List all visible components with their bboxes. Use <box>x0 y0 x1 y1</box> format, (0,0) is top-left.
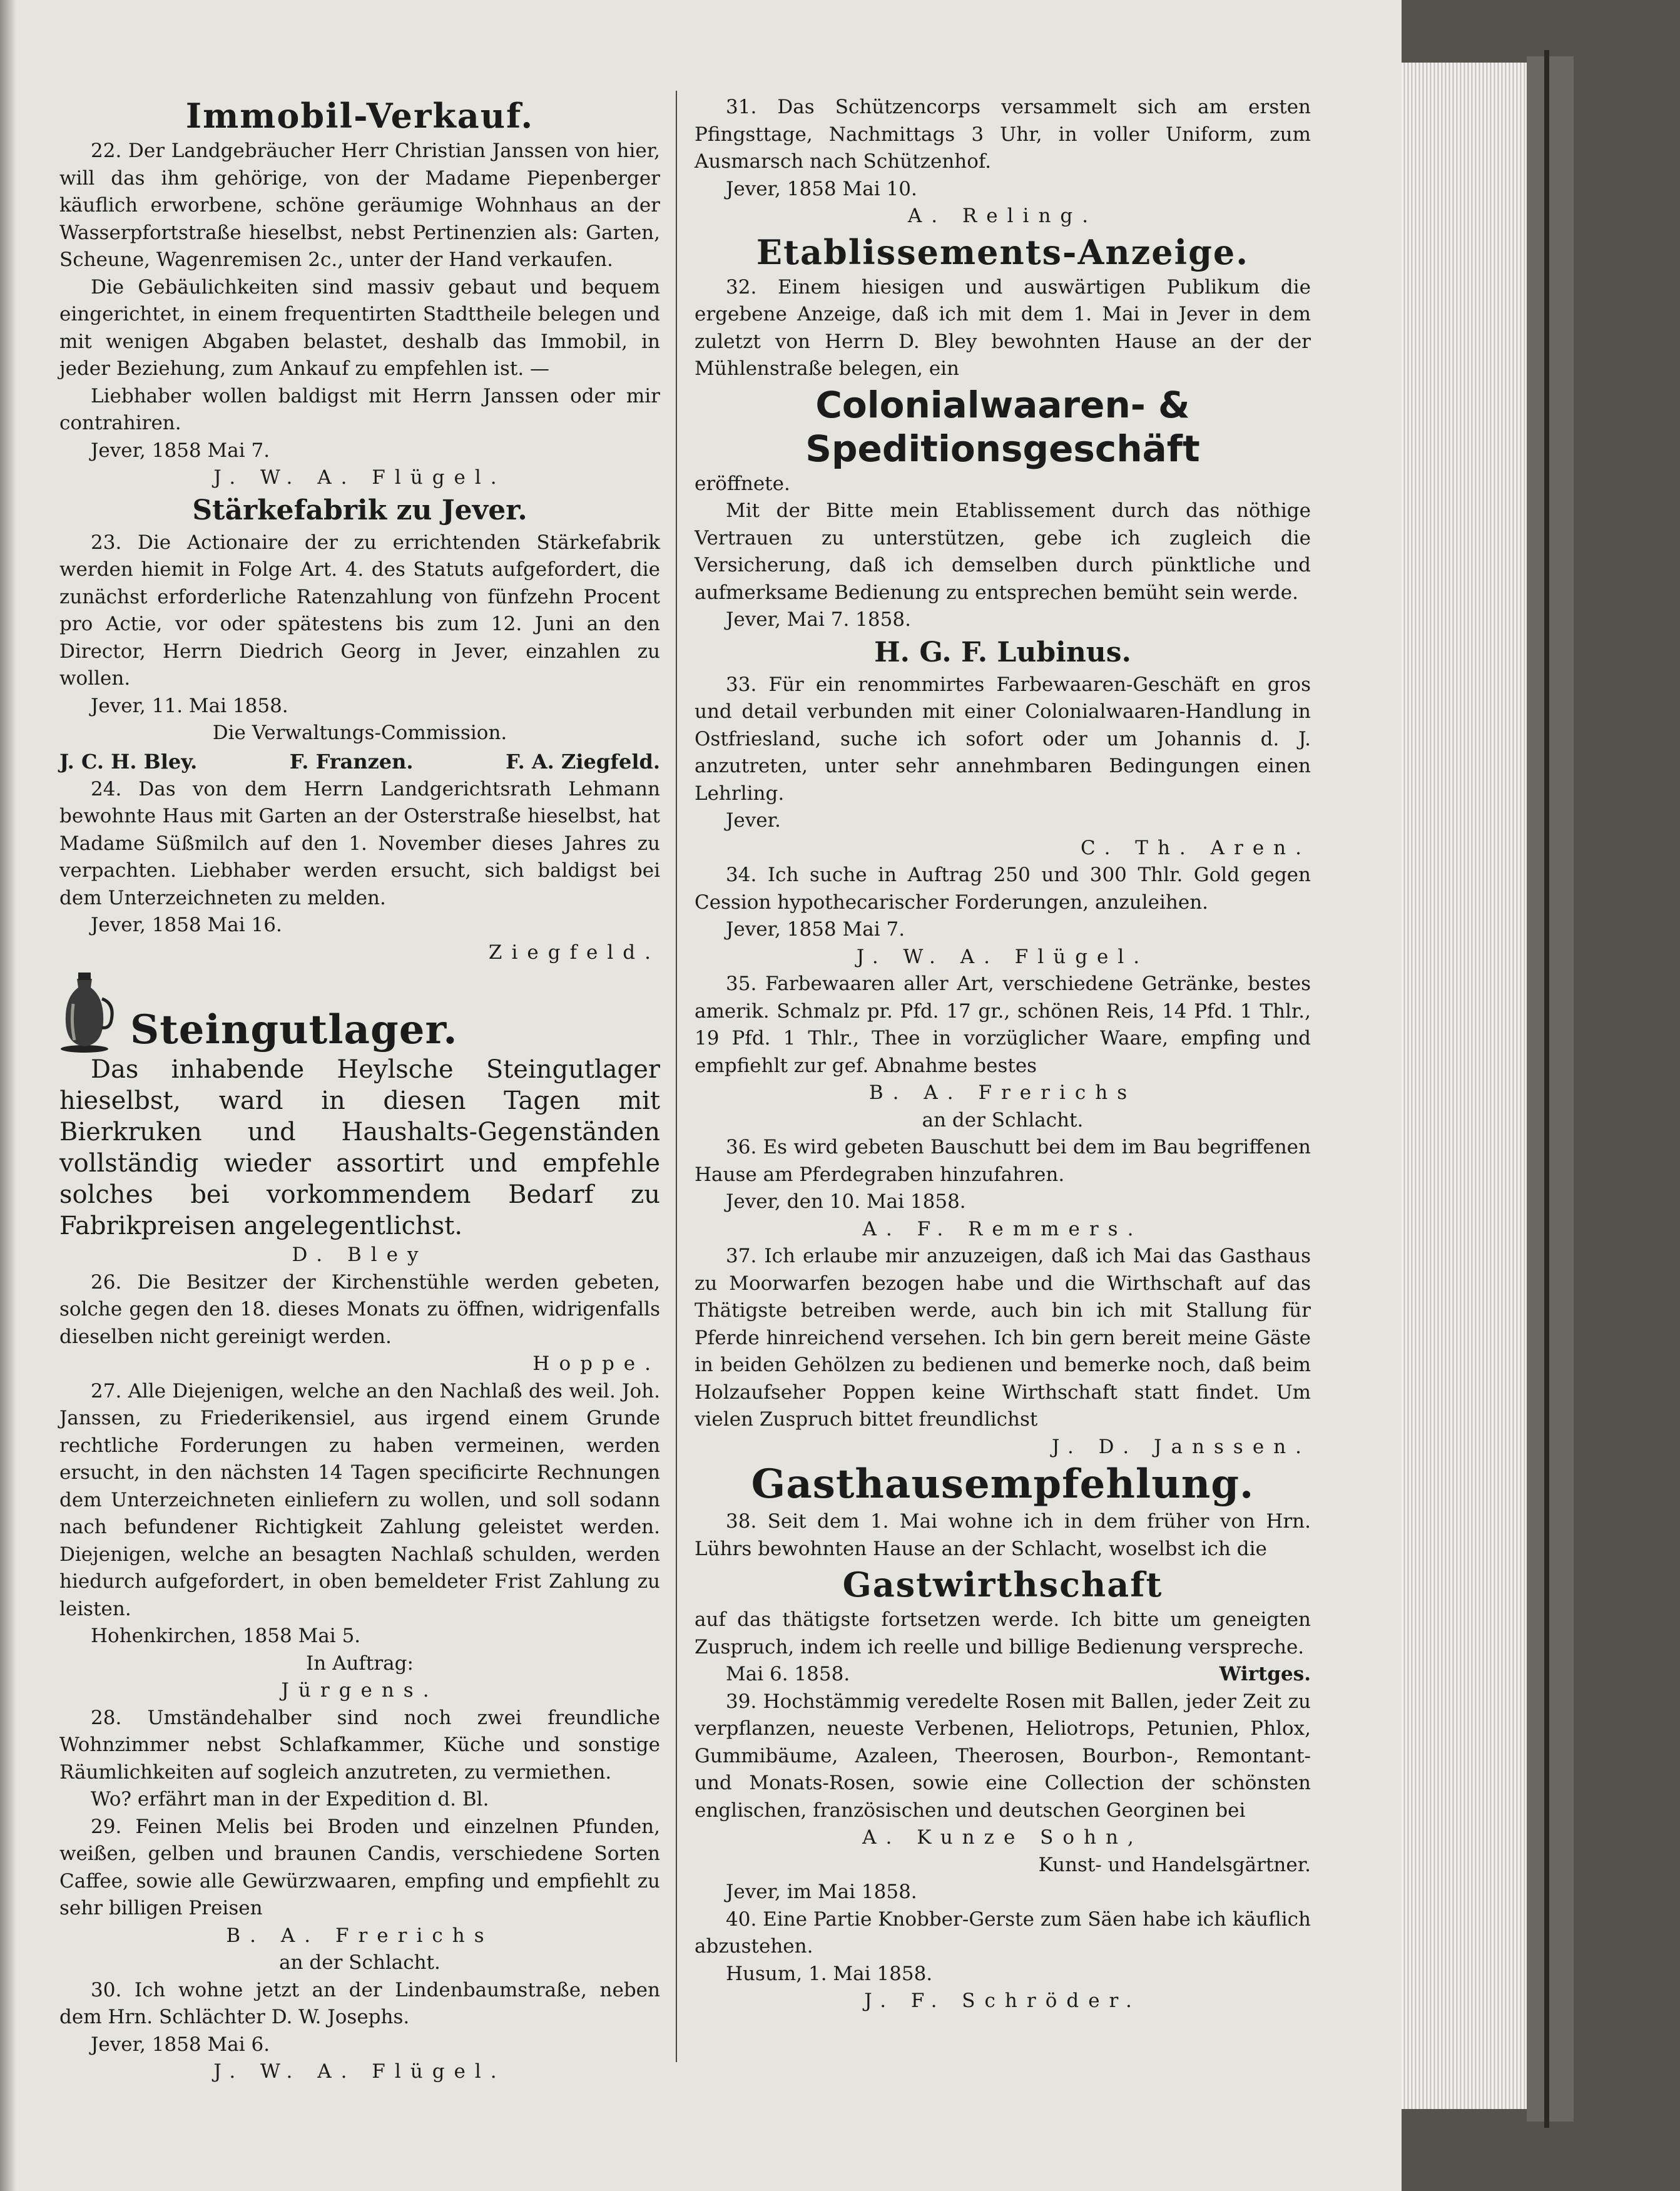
right-column <box>695 94 1311 2015</box>
ad-33-signature: C. Th. Aren. <box>1080 836 1311 859</box>
ad-30-body: 30. Ich wohne jetzt an der Lindenbaumstraße, neben dem Hrn. Schlächter D. W. Josephs. <box>59 1978 660 2028</box>
ad-23-body: 23. Die Actionaire der zu errichtenden Stärkefabrik werden hiemit in Folge Art. 4. des Statuts aufgefordert, die zunächst erforderliche Ratenzahlung von fünfzehn Procent pro Actie, vor oder spätestens bis zum 12. Juni an den Director, Herrn Diedrich Georg in Jever, einzahlen zu wollen. <box>59 531 660 690</box>
ad-39-signature: A. Kunze Sohn, <box>862 1826 1143 1849</box>
ad-32-business-line2: Speditionsgeschäft <box>805 427 1200 470</box>
ad-24-signature: Ziegfeld. <box>488 941 660 964</box>
ad-37-signature: J. D. Janssen. <box>1051 1435 1311 1458</box>
ad-22-date: Jever, 1858 Mai 7. <box>91 439 270 462</box>
ad-33-body: 33. Für ein renommirtes Farbewaaren-Geschäft en gros und detail verbunden mit einer Colonialwaaren-Handlung in Ostfriesland, suche ich sofort oder um Johannis d. J. anzutreten, unter sehr annehmbaren Bedingungen einen Lehrling. <box>695 673 1311 805</box>
ad-23-commission: Die Verwaltungs-Commission. <box>212 722 507 744</box>
left-column <box>59 94 660 2086</box>
ad-36-date: Jever, den 10. Mai 1858. <box>726 1190 966 1213</box>
ad-37-body: 37. Ich erlaube mir anzuzeigen, daß ich Mai das Gasthaus zu Moorwarfen bezogen habe und die Wirthschaft auf das Thätigste betreiben werde, auch bin ich mit Stallung für Pferde hinreichend versehen. Ich bin gern bereit meine Gäste in beiden Gehölzen zu bedienen und bemerke noch, daß beim Holzaufseher Poppen keine Wirthschaft statt findet. Um vielen Zuspruch bittet freundlichst <box>695 1245 1311 1431</box>
ad-34-signature: J. W. A. Flügel. <box>856 945 1149 968</box>
ad-32-business-line1: Colonialwaaren- & <box>815 383 1190 426</box>
ad-25-body: Das inhabende Heylsche Steingutlager hieselbst, ward in diesen Tagen mit Bierkruken und Haushalts-Gegenständen vollständig wieder assortirt und empfehle solches bei vorkommendem Bedarf zu Fabrikpreisen angelegentlichst. <box>59 1055 660 1240</box>
ad-30-date: Jever, 1858 Mai 6. <box>91 2033 270 2056</box>
ad-34-date: Jever, 1858 Mai 7. <box>726 918 905 941</box>
ad-23-name: F. A. Ziegfeld. <box>506 749 660 774</box>
ad-31-signature: A. Reling. <box>907 205 1098 227</box>
ad-28-body: 28. Umständehalber sind noch zwei freundliche Wohnzimmer nebst Schlafkammer, Küche und sonstige Räumlichkeiten auf sogleich anzutreten, zu vermiethen. <box>59 1706 660 1784</box>
ad-32-signature: H. G. F. Lubinus. <box>874 636 1131 668</box>
ad-36-body: 36. Es wird gebeten Bauschutt bei dem im Bau begriffenen Hause am Pferdegraben hinzufahren. <box>695 1136 1311 1186</box>
ad-26-signature: Hoppe. <box>532 1352 660 1375</box>
ad-23-names <box>59 747 660 776</box>
ad-22-paragraph: Liebhaber wollen baldigst mit Herrn Janssen oder mir contrahiren. <box>59 384 660 434</box>
ad-23-name: F. Franzen. <box>289 749 414 774</box>
heading-staerke: Stärkefabrik zu Jever. <box>192 494 527 526</box>
ad-24-body: 24. Das von dem Herrn Landgerichtsrath Lehmann bewohnte Haus mit Garten an der Osterstraße hieselbst, hat Madame Süßmilch auf den 1. November dieses Jahres zu verpachten. Liebhaber werden ersucht, sich baldigst bei dem Unterzeichneten zu melden. <box>59 777 660 909</box>
ad-40-body: 40. Eine Partie Knobber-Gerste zum Säen habe ich käuflich abzustehen. <box>695 1908 1311 1958</box>
ad-33-place: Jever. <box>726 809 781 832</box>
ad-35-signature: B. A. Frerichs <box>868 1081 1137 1104</box>
ad-35-signature-place: an der Schlacht. <box>922 1108 1084 1131</box>
book-cover-edge <box>1544 50 1549 2128</box>
ad-39-body: 39. Hochstämmig veredelte Rosen mit Ballen, jeder Zeit zu verpflanzen, neueste Verbenen, Heliotrops, Petunien, Phlox, Gummibäume, Azaleen, Theerosen, Bourbon-, Remontant- und Monats-Rosen, sowie eine Collection der schönsten englischen, französischen und deutschen Georginen bei <box>695 1690 1311 1822</box>
ad-29-signature: B. A. Frerichs <box>226 1924 494 1947</box>
book-cover <box>1527 56 1574 2122</box>
ad-30-signature: J. W. A. Flügel. <box>213 2060 506 2083</box>
page-gutter <box>0 0 16 2191</box>
ad-23-date: Jever, 11. Mai 1858. <box>91 694 288 717</box>
ad-28-where: Wo? erfährt man in der Expedition d. Bl. <box>91 1788 489 1811</box>
ad-22-signature: J. W. A. Flügel. <box>213 466 506 489</box>
ad-25-header <box>59 966 660 1054</box>
ad-39-signature-trade: Kunst- und Handelsgärtner. <box>1038 1853 1311 1876</box>
ad-26-body: 26. Die Besitzer der Kirchenstühle werden gebeten, solche gegen den 18. dieses Monats zu öffnen, widrigenfalls dieselben nicht gereinigt werden. <box>59 1270 660 1348</box>
ad-38-body2: auf das thätigste fortsetzen werde. Ich bitte um geneigten Zuspruch, indem ich reelle und billige Bedienung verspreche. <box>695 1608 1311 1658</box>
ad-24-date: Jever, 1858 Mai 16. <box>91 914 282 936</box>
book-page-edges <box>1402 63 1527 2109</box>
ad-27-signature: Jürgens. <box>281 1679 439 1702</box>
ad-22-paragraph: Die Gebäulichkeiten sind massiv gebaut und bequem eingerichtet, in einem frequentirten Stadttheile belegen und mit wenigen Abgaben belastet, deshalb das Immobil, in jeder Beziehung, zum Ankauf zu empfehlen ist. — <box>59 275 660 380</box>
ad-38-gastwirthschaft: Gastwirthschaft <box>842 1565 1163 1605</box>
ad-22-paragraph: 22. Der Landgebräucher Herr Christian Janssen von hier, will das ihm gehörige, von der Madame Piepenberger käuflich erworbene, schöne geräumige Wohnhaus an der Wasserpfortstraße hieselbst, nebst Pertinenzien als: Garten, Scheune, Wagenremisen 2c., unter der Hand verkaufen. <box>59 140 660 271</box>
heading-etablissement: Etablissements-Anzeige. <box>756 232 1250 272</box>
ad-40-signature: J. F. Schröder. <box>864 1989 1141 2012</box>
ad-38-footer <box>695 1661 1311 1688</box>
ad-29-body: 29. Feinen Melis bei Broden und einzelnen Pfunden, weißen, gelben und braunen Candis, verschiedene Sorten Caffee, sowie alle Gewürzwaaren, empfing und empfiehlt zu sehr billigen Preisen <box>59 1815 660 1919</box>
ad-29-signature-place: an der Schlacht. <box>279 1951 440 1974</box>
ad-34-body: 34. Ich suche in Auftrag 250 und 300 Thlr. Gold gegen Cession hypothecarischer Forderungen, anzuleihen. <box>695 864 1311 914</box>
ad-32-body: 32. Einem hiesigen und auswärtigen Publikum die ergebene Anzeige, daß ich mit dem 1. Mai in Jever in dem zuletzt von Herrn D. Bley bewohnten Hause an der der Mühlenstraße belegen, ein <box>695 275 1311 380</box>
ad-32-opened: eröffnete. <box>695 472 790 495</box>
ad-32-body2: Mit der Bitte mein Etablissement durch das nöthige Vertrauen zu unterstützen, gebe ich zugleich die Versicherung, daß ich demselben durch pünktliche und aufmerksame Bedienung zu entsprechen bemüht sein werde. <box>695 499 1311 604</box>
ad-31-date: Jever, 1858 Mai 10. <box>726 177 917 200</box>
heading-steingut: Steingutlager. <box>130 1006 458 1053</box>
ad-32-date: Jever, Mai 7. 1858. <box>726 608 911 631</box>
ad-38-date: Mai 6. 1858. <box>726 1663 850 1685</box>
ad-23-name: J. C. H. Bley. <box>59 749 198 774</box>
stoneware-jug-icon <box>59 966 119 1054</box>
ad-35-body: 35. Farbewaaren aller Art, verschiedene Getränke, bestes amerik. Schmalz pr. Pfd. 17 gr., schönen Reis, 14 Pfd. 1 Thlr., 19 Pfd. 1 Thlr., Thee in vorzüglicher Waare, empfing und empfiehlt zur gef. Abnahme bestes <box>695 973 1311 1077</box>
ad-27-auftrag: In Auftrag: <box>306 1652 414 1675</box>
ad-27-date: Hohenkirchen, 1858 Mai 5. <box>91 1625 361 1647</box>
ad-25-signature: D. Bley <box>292 1244 428 1266</box>
ad-38-signature: Wirtges. <box>1219 1663 1311 1685</box>
ad-31-body: 31. Das Schützencorps versammelt sich am ersten Pfingsttage, Nachmittags 3 Uhr, in voller Uniform, zum Ausmarsch nach Schützenhof. <box>695 96 1311 173</box>
ad-36-signature: A. F. Remmers. <box>862 1217 1143 1240</box>
ad-40-date: Husum, 1. Mai 1858. <box>726 1962 933 1985</box>
ad-39-date: Jever, im Mai 1858. <box>726 1881 917 1903</box>
column-divider <box>676 91 677 2062</box>
heading-immobil: Immobil-Verkauf. <box>185 96 534 136</box>
ad-38-body: 38. Seit dem 1. Mai wohne ich in dem früher von Hrn. Lührs bewohnten Hause an der Schlacht, woselbst ich die <box>695 1510 1311 1560</box>
heading-gasthausempfehlung: Gasthausempfehlung. <box>751 1461 1255 1508</box>
ad-27-body: 27. Alle Diejenigen, welche an den Nachlaß des weil. Joh. Janssen, zu Friederikensiel, aus irgend einem Grunde rechtliche Forderungen zu haben vermeinen, werden ersucht, in den nächsten 14 Tagen specificirte Rechnungen dem Unterzeichneten einliefern zu wollen, und soll sodann nach befundener Richtigkeit Zahlung geleistet werden. Diejenigen, welche an besagten Nachlaß schulden, werden hiedurch aufgefordert, in oben bemeldeter Frist Zahlung zu leisten. <box>59 1379 660 1620</box>
